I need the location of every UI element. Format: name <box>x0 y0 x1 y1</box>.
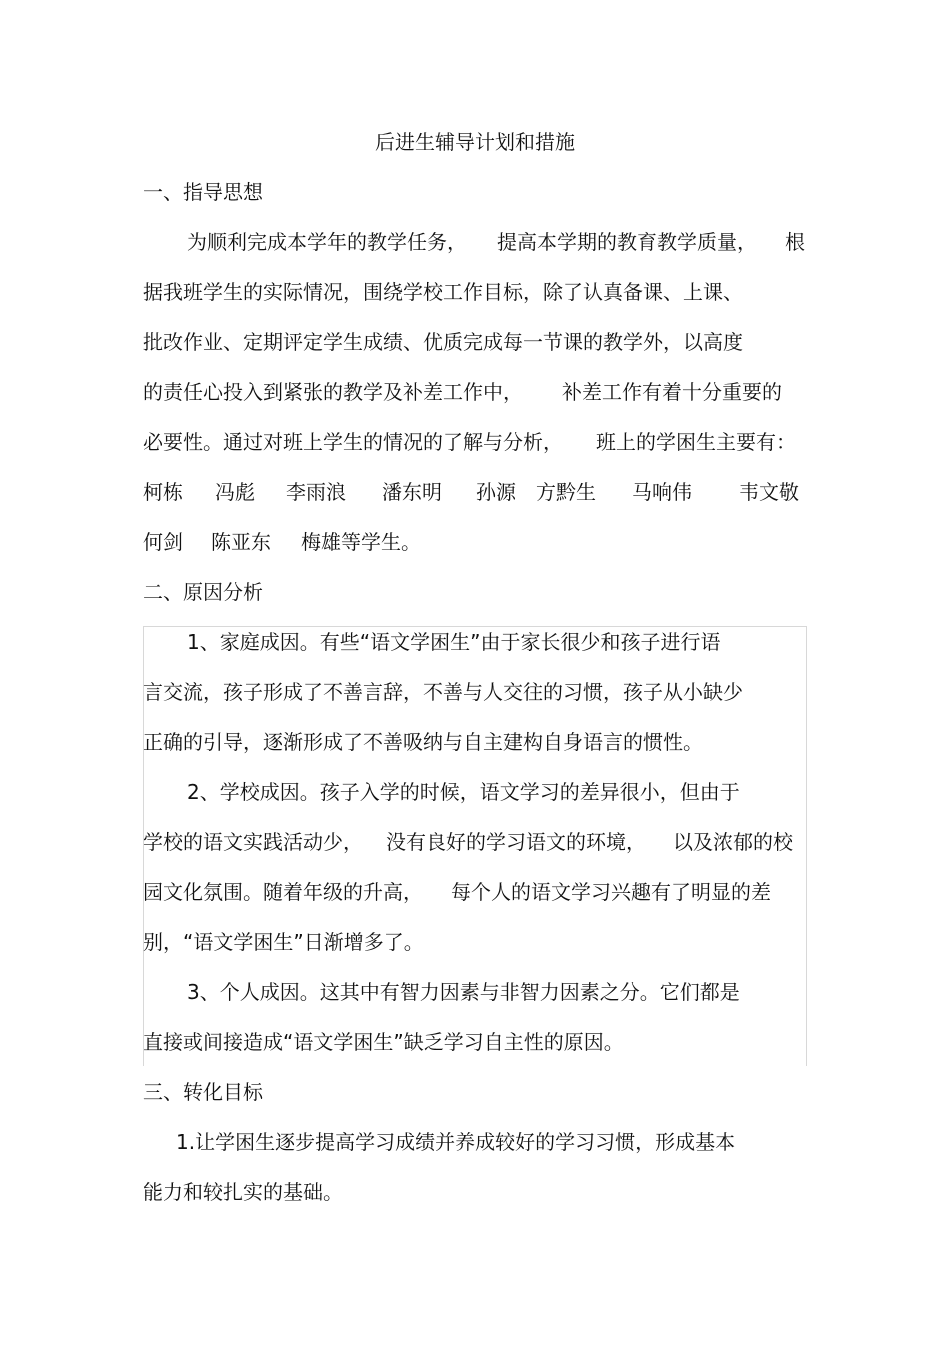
paragraph-line: 为顺利完成本学年的教学任务， 提高本学期的教育教学质量， 根 <box>187 230 805 254</box>
paragraph-line: 正确的引导，逐渐形成了不善吸纳与自主建构自身语言的惯性。 <box>143 730 703 754</box>
document-title: 后进生辅导计划和措施 <box>375 130 575 154</box>
paragraph-line: 学校的语文实践活动少， 没有良好的学习语文的环境， 以及浓郁的校 <box>143 830 793 854</box>
paragraph-line: 言交流，孩子形成了不善言辞，不善与人交往的习惯，孩子从小缺少 <box>143 680 743 704</box>
section-heading: 一、指导思想 <box>143 180 263 204</box>
paragraph-line: 批改作业、定期评定学生成绩、优质完成每一节课的教学外，以高度 <box>143 330 743 354</box>
paragraph-line: 1.让学困生逐步提高学习成绩并养成较好的学习习惯，形成基本 <box>176 1130 736 1154</box>
student-names-line: 何剑 陈亚东 梅雄等学生。 <box>143 530 421 554</box>
paragraph-line: 园文化氛围。随着年级的升高， 每个人的语文学习兴趣有了明显的差 <box>143 880 771 904</box>
paragraph-line: 必要性。通过对班上学生的情况的了解与分析， 班上的学困生主要有： <box>143 430 796 454</box>
paragraph-line: 能力和较扎实的基础。 <box>143 1180 343 1204</box>
paragraph-line: 1、家庭成因。有些“语文学困生”由于家长很少和孩子进行语 <box>187 630 721 654</box>
paragraph-line: 据我班学生的实际情况，围绕学校工作目标，除了认真备课、上课、 <box>143 280 743 304</box>
section-heading: 二、原因分析 <box>143 580 263 604</box>
student-names-line: 柯栋 冯彪 李雨浪 潘东明 孙源 方黔生 马响伟 韦文敬 <box>143 480 799 504</box>
paragraph-line: 的责任心投入到紧张的教学及补差工作中， 补差工作有着十分重要的 <box>143 380 782 404</box>
paragraph-line: 别，“语文学困生”日渐增多了。 <box>143 930 424 954</box>
faint-border-line <box>143 626 807 627</box>
paragraph-line: 直接或间接造成“语文学困生”缺乏学习自主性的原因。 <box>143 1030 624 1054</box>
paragraph-line: 2、学校成因。孩子入学的时候，语文学习的差异很小，但由于 <box>187 780 740 804</box>
section-heading: 三、转化目标 <box>143 1080 263 1104</box>
paragraph-line: 3、个人成因。这其中有智力因素与非智力因素之分。它们都是 <box>187 980 740 1004</box>
